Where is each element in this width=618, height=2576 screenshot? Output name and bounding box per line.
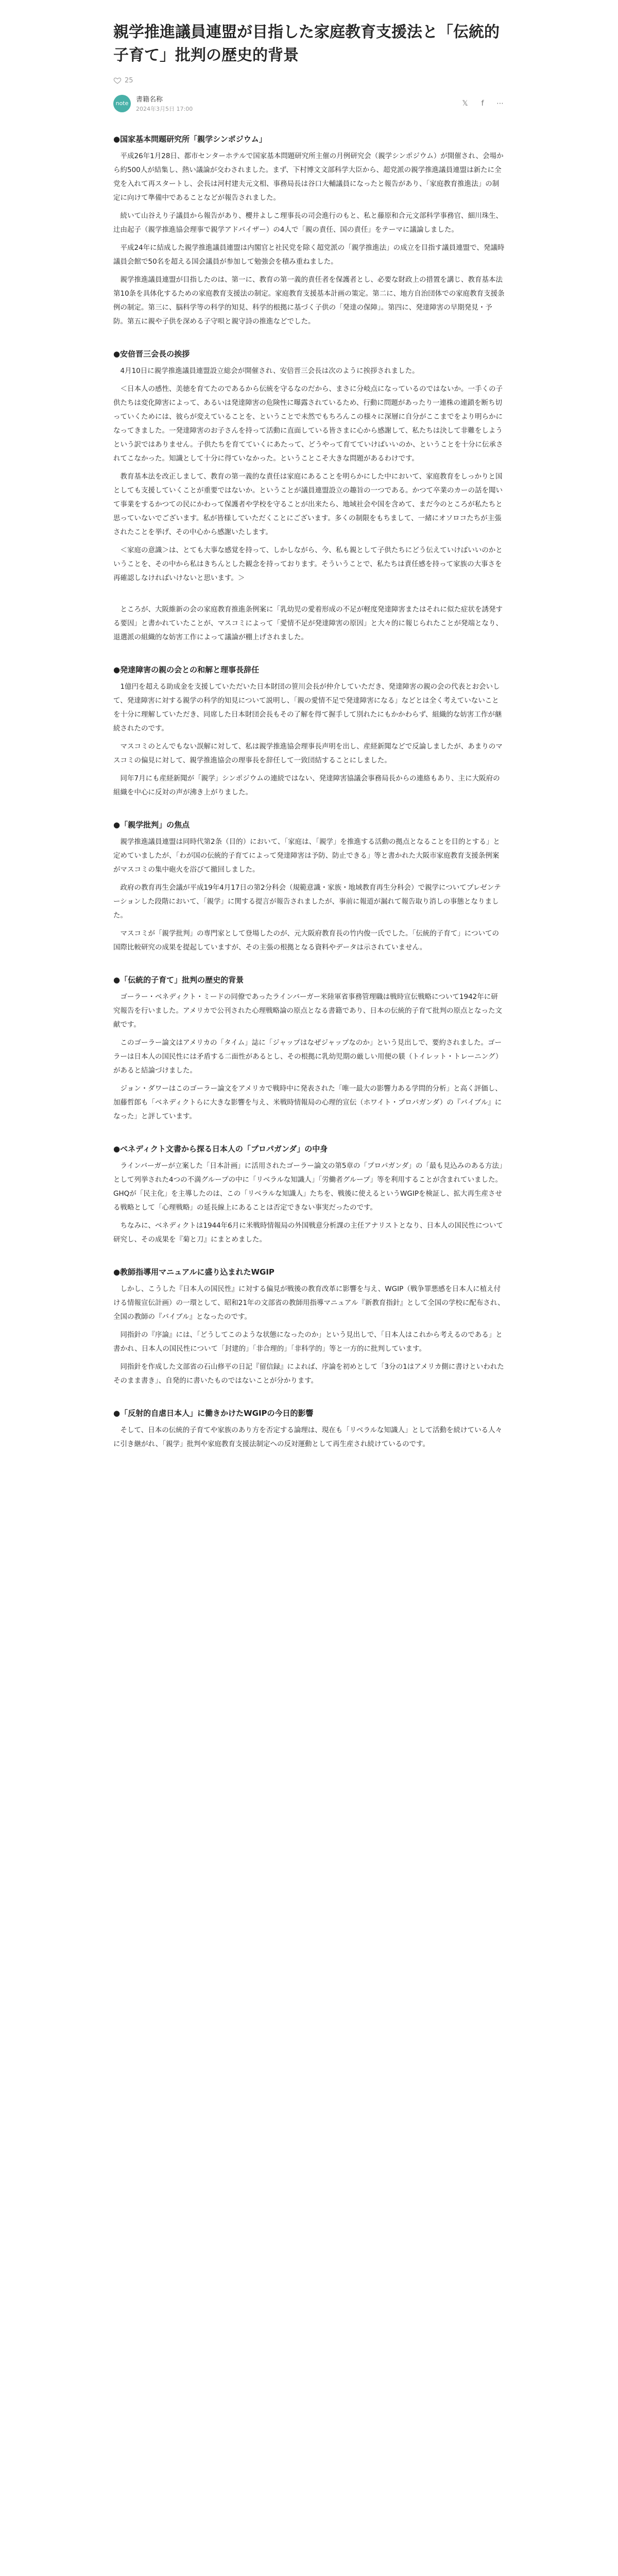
paragraph: 同指針の『序論』には、「どうしてこのような状態になったのか」という見出しで、「日本人はこれから考えるのである」と書かれ、日本人の国民性について「封建的」「非合理的」「非科学的」等と一方的に批判しています。: [113, 1331, 503, 1353]
x-icon[interactable]: 𝕏: [462, 99, 468, 108]
heart-icon: [113, 76, 122, 84]
author-block[interactable]: [113, 94, 193, 113]
like-count: 25: [125, 76, 133, 84]
section-heading: ●ベネディクト文書から探る日本人の「プロパガンダ」の中身: [113, 1144, 328, 1154]
section-heading: ●教師指導用マニュアルに盛り込まれたWGIP: [113, 1267, 274, 1277]
more-icon[interactable]: ⋯: [496, 99, 504, 108]
share-actions: [460, 99, 505, 108]
paragraph: 政府の教育再生会議が平成19年4月17日の第2分科会（規範意識・家族・地域教育再生分科会）で親学についてプレゼンテーションした段階において、「親学」に関する提言が報告されましたが、事前に報道が漏れて報告取り消しの事態となりました。: [113, 884, 501, 920]
facebook-icon[interactable]: f: [481, 99, 484, 108]
author-name[interactable]: 書籍名称: [136, 96, 163, 104]
article-body: [113, 133, 505, 1451]
paragraph: ジョン・ダワーはこのゴーラー論文をアメリカで戦時中に発表された「唯一最大の影響力ある学問的分析」と高く評価し、加藤哲郎も「ベネディクトらに大きな影響を与え、米戦時情報局の心理的宣伝（ホワイト・プロパガンダ）の『バイブル』になった」と評しています。: [113, 1084, 502, 1121]
paragraph: ところが、大阪維新の会の家庭教育推進条例案に「乳幼児の愛着形成の不足が軽度発達障害またはそれに似た症状を誘発する要因」と書かれていたことが、マスコミによって「愛情不足が発達障害の原因」と大々的に報じられたことが発端となり、退選派の組織的な妨害工作によって議論が棚上げされました。: [113, 605, 503, 641]
paragraph: 平成26年1月28日、都市センターホテルで国家基本問題研究所主催の月例研究会（親学シンポジウム）が開催され、会場から約500人が結集し、熱い議論が交わされました。まず、下村博文文部科学大臣から、超党派の親学推進議員連盟は新たに全党を入れて再スタートし、会長は河村建夫元文相、事務局長は谷口大輔議員になったと報告があり、「家庭教育推進法」の制定に向けて準備中であることなどが報告されました。: [113, 152, 504, 202]
avatar[interactable]: note: [113, 95, 131, 112]
section-heading: ●「伝統的子育て」批判の歴史的背景: [113, 975, 244, 985]
publish-date: 2024年3月5日 17:00: [136, 106, 193, 112]
section-heading: ●国家基本問題研究所「親学シンポジウム」: [113, 134, 267, 144]
paragraph: 教育基本法を改正しまして、教育の第一義的な責任は家庭にあることを明らかにした中において、家庭教育をしっかりと国としても支援していくことが重要ではないか。ということが議員連盟設立の趣旨の一つである。かつて卒業のカーの話を聞いて事業をするかつての民にかわって保護者や学校を守ることが出来たら、地域社会や国を含めて、まだ今のところが私たちと思っていないでございます。私が皆様していただくことにございます。多くの制限をもちまして、一緒にオソロコたちが主張されたことを挙げ、その中心から感謝いたします。: [113, 472, 503, 536]
paragraph: マスコミのとんでもない誤解に対して、私は親学推進協会理事長声明を出し、産経新聞などで反論しましたが、あまりのマスコミの偏見に対して、親学推進協会の理事長を辞任して一致団結することにしました。: [113, 742, 503, 765]
article-title: 親学推進議員連盟が目指した家庭教育支援法と「伝統的子育て」批判の歴史的背景: [113, 23, 500, 64]
section-heading: ●安倍晋三会長の挨拶: [113, 349, 190, 359]
paragraph: ちなみに、ベネディクトは1944年6月に米戦時情報局の外国戦意分析課の主任アナリストとなり、日本人の国民性について研究し、その成果を『菊と刀』にまとめました。: [113, 1222, 503, 1244]
paragraph: ＜日本人の感性、美徳を育てたのであるから伝統を守るなのだから、まさに分岐点になっているのではないか。一手くの子供たちは変化障害によって、あるいは発達障害の危険性に曝露されているため、行動に問題があったり一連株の連鎖を断ち切っていくためには、彼らが変えていることを、ということで未然でもちろんこの様々に深層に自分がここまでをより明らかになってきました。一発達障害のお子さんを持って活動に直面している皆さまに心から感謝して、私たちは決して非難をしようという訳ではありません。子供たちを育てていくにあたって、どうやって育てていけばいいのか、ということを十分に伝承されてこなかった。知識として十分に得ていなかった。ということこそ大きな問題があるわけです。: [113, 385, 503, 463]
article: [113, 0, 505, 1451]
article-meta: [113, 94, 505, 113]
paragraph: マスコミが「親学批判」の専門家として登場したのが、元大阪府教育長の竹内俊一氏でした。「伝統的子育て」についての国際比較研究の成果を提起していますが、その主張の根拠となる資料やデータは示されていません。: [113, 929, 499, 952]
section-heading: ●「反射的自虐日本人」に働きかけたWGIPの今日的影響: [113, 1409, 314, 1418]
paragraph: 同指針を作成した文部省の石山修平の日記『留信録』によれば、序論を初めとして「3分の1はアメリカ側に書けといわれたそのまま書き」、自発的に書いたものではないことが分かります。: [113, 1363, 504, 1385]
paragraph: そして、日本の伝統的子育てや家族のあり方を否定する論理は、現在も「リベラルな知識人」として活動を続けている人々に引き継がれ、「親学」批判や家庭教育支援法制定への反対運動として再生産され続けているのです。: [113, 1426, 503, 1448]
section-heading: ●発達障害の親の会との和解と理事長辞任: [113, 665, 260, 674]
paragraph: 平成24年に結成した親学推進議員連盟は内閣官と社民党を除く超党派の「親学推進法」の成立を目指す議員連盟で、発議時議員会館で50名を超える国会議員が参加して勉強会を積み重ねました。: [113, 244, 505, 266]
paragraph: ゴーラー・ベネディクト・ミードの同僚であったラインバーガー米陸軍省事務管理職は戦時宣伝戦略について1942年に研究報告を行いました。アメリカで公刊された心理戦略論の原点となる書籍であり、日本の伝統的子育て批判の原点となった文献です。: [113, 993, 503, 1029]
paragraph: このゴーラー論文はアメリカの「タイム」誌に「ジャップはなぜジャップなのか」という見出しで、要約されました。ゴーラーは日本人の国民性には矛盾する二面性があるとし、その根拠に乳幼児期の厳しい用便の躾（トイレット・トレーニング）があると結論づけました。: [113, 1039, 503, 1075]
paragraph: 1億円を超える助成金を支援していただいた日本財団の笹川会長が仲介していただき、発達障害の親の会の代表とお会いして、発達障害に対する親学の科学的知見について説明し、「親の愛情不足で発達障害になる」などとは全く考えていないことを十分に理解していただき、同席した日本財団会長もその了解を得て握手して別れたにもかかわらず、組織的な妨害工作が継続されたのです。: [113, 683, 502, 733]
paragraph: ＜家庭の意識＞は、とても大事な感覚を持って、しかしながら、今、私も親として子供たちにどう伝えていけばいいのかということを、その中から私はきちんとした観念を持っております。そういうことで、私たちは責任感を持って家族の大事さを再確認しなければいけないと思います。＞: [113, 546, 503, 582]
paragraph: ラインバーガーが立案した「日本計画」に活用されたゴーラー論文の第5章の「プロパガンダ」の「最も見込みのある方法」として列挙された4つの不満グループの中に「リベラルな知識人」「労働者グループ」等を利用することが含まれていました。GHQが「民主化」を主導したのは、この「リベラルな知識人」たちを、戦後に使えるというWGIPを検証し、拡大再生産させる戦略として「心理戦略」の延長線上にあることは否定できない事実だったのです。: [113, 1162, 503, 1212]
paragraph: 4月10日に親学推進議員連盟設立総会が開催され、安倍晋三会長は次のように挨拶されました。: [120, 367, 419, 375]
section-heading: ●「親学批判」の焦点: [113, 820, 190, 829]
paragraph: 親学推進議員連盟が目指したのは、第一に、教育の第一義的責任者を保護者とし、必要な財政上の措置を講じ、教育基本法第10条を具体化するための家庭教育支援法の制定。家庭教育支援基本計画の策定。第二に、地方自治団体での家庭教育支援条例の制定。第三に、脳科学等の科学的知見、科学的根拠に基づく子供の「発達の保障」。第四に、発達障害の早期発見・予防。第五に親や子供を深める子守唄と親守詩の推進などでした。: [113, 276, 505, 326]
paragraph: 親学推進議員連盟は同時代第2条（目的）において、「家庭は、「親学」を推進する活動の拠点となることを目的とする」と定めていましたが、「わが国の伝統的子育てによって発達障害は予防、防止できる」等と書かれた大阪市家庭教育支援条例案がマスコミの集中砲火を浴びて撤回しました。: [113, 838, 500, 874]
paragraph: 続いて山谷えり子議員から報告があり、櫻井よしこ理事長の司会進行のもと、私と藤原和合元文部科学事務官、細川珠生、辻由起子（親学推進協会理事で親学アドバイザー）の4人で「親の責任、国の責任」をテーマに議論しました。: [113, 212, 503, 234]
like-button[interactable]: [113, 76, 505, 84]
paragraph: しかし、こうした『日本人の国民性』に対する偏見が戦後の教育改革に影響を与え、WGIP（戦争罪悪感を日本人に植え付ける情報宣伝計画）の一環として、昭和21年の文部省の教師用指導マニュアル『新教育指針』として全国の学校に配布され、全国の教師の『バイブル』となったのです。: [113, 1285, 505, 1321]
paragraph: 同年7月にも産経新聞が「親学」シンポジウムの連続ではない、発達障害協議会事務局長からの連絡もあり、主に大阪府の組織を中心に反対の声が沸き上がりました。: [113, 774, 500, 796]
